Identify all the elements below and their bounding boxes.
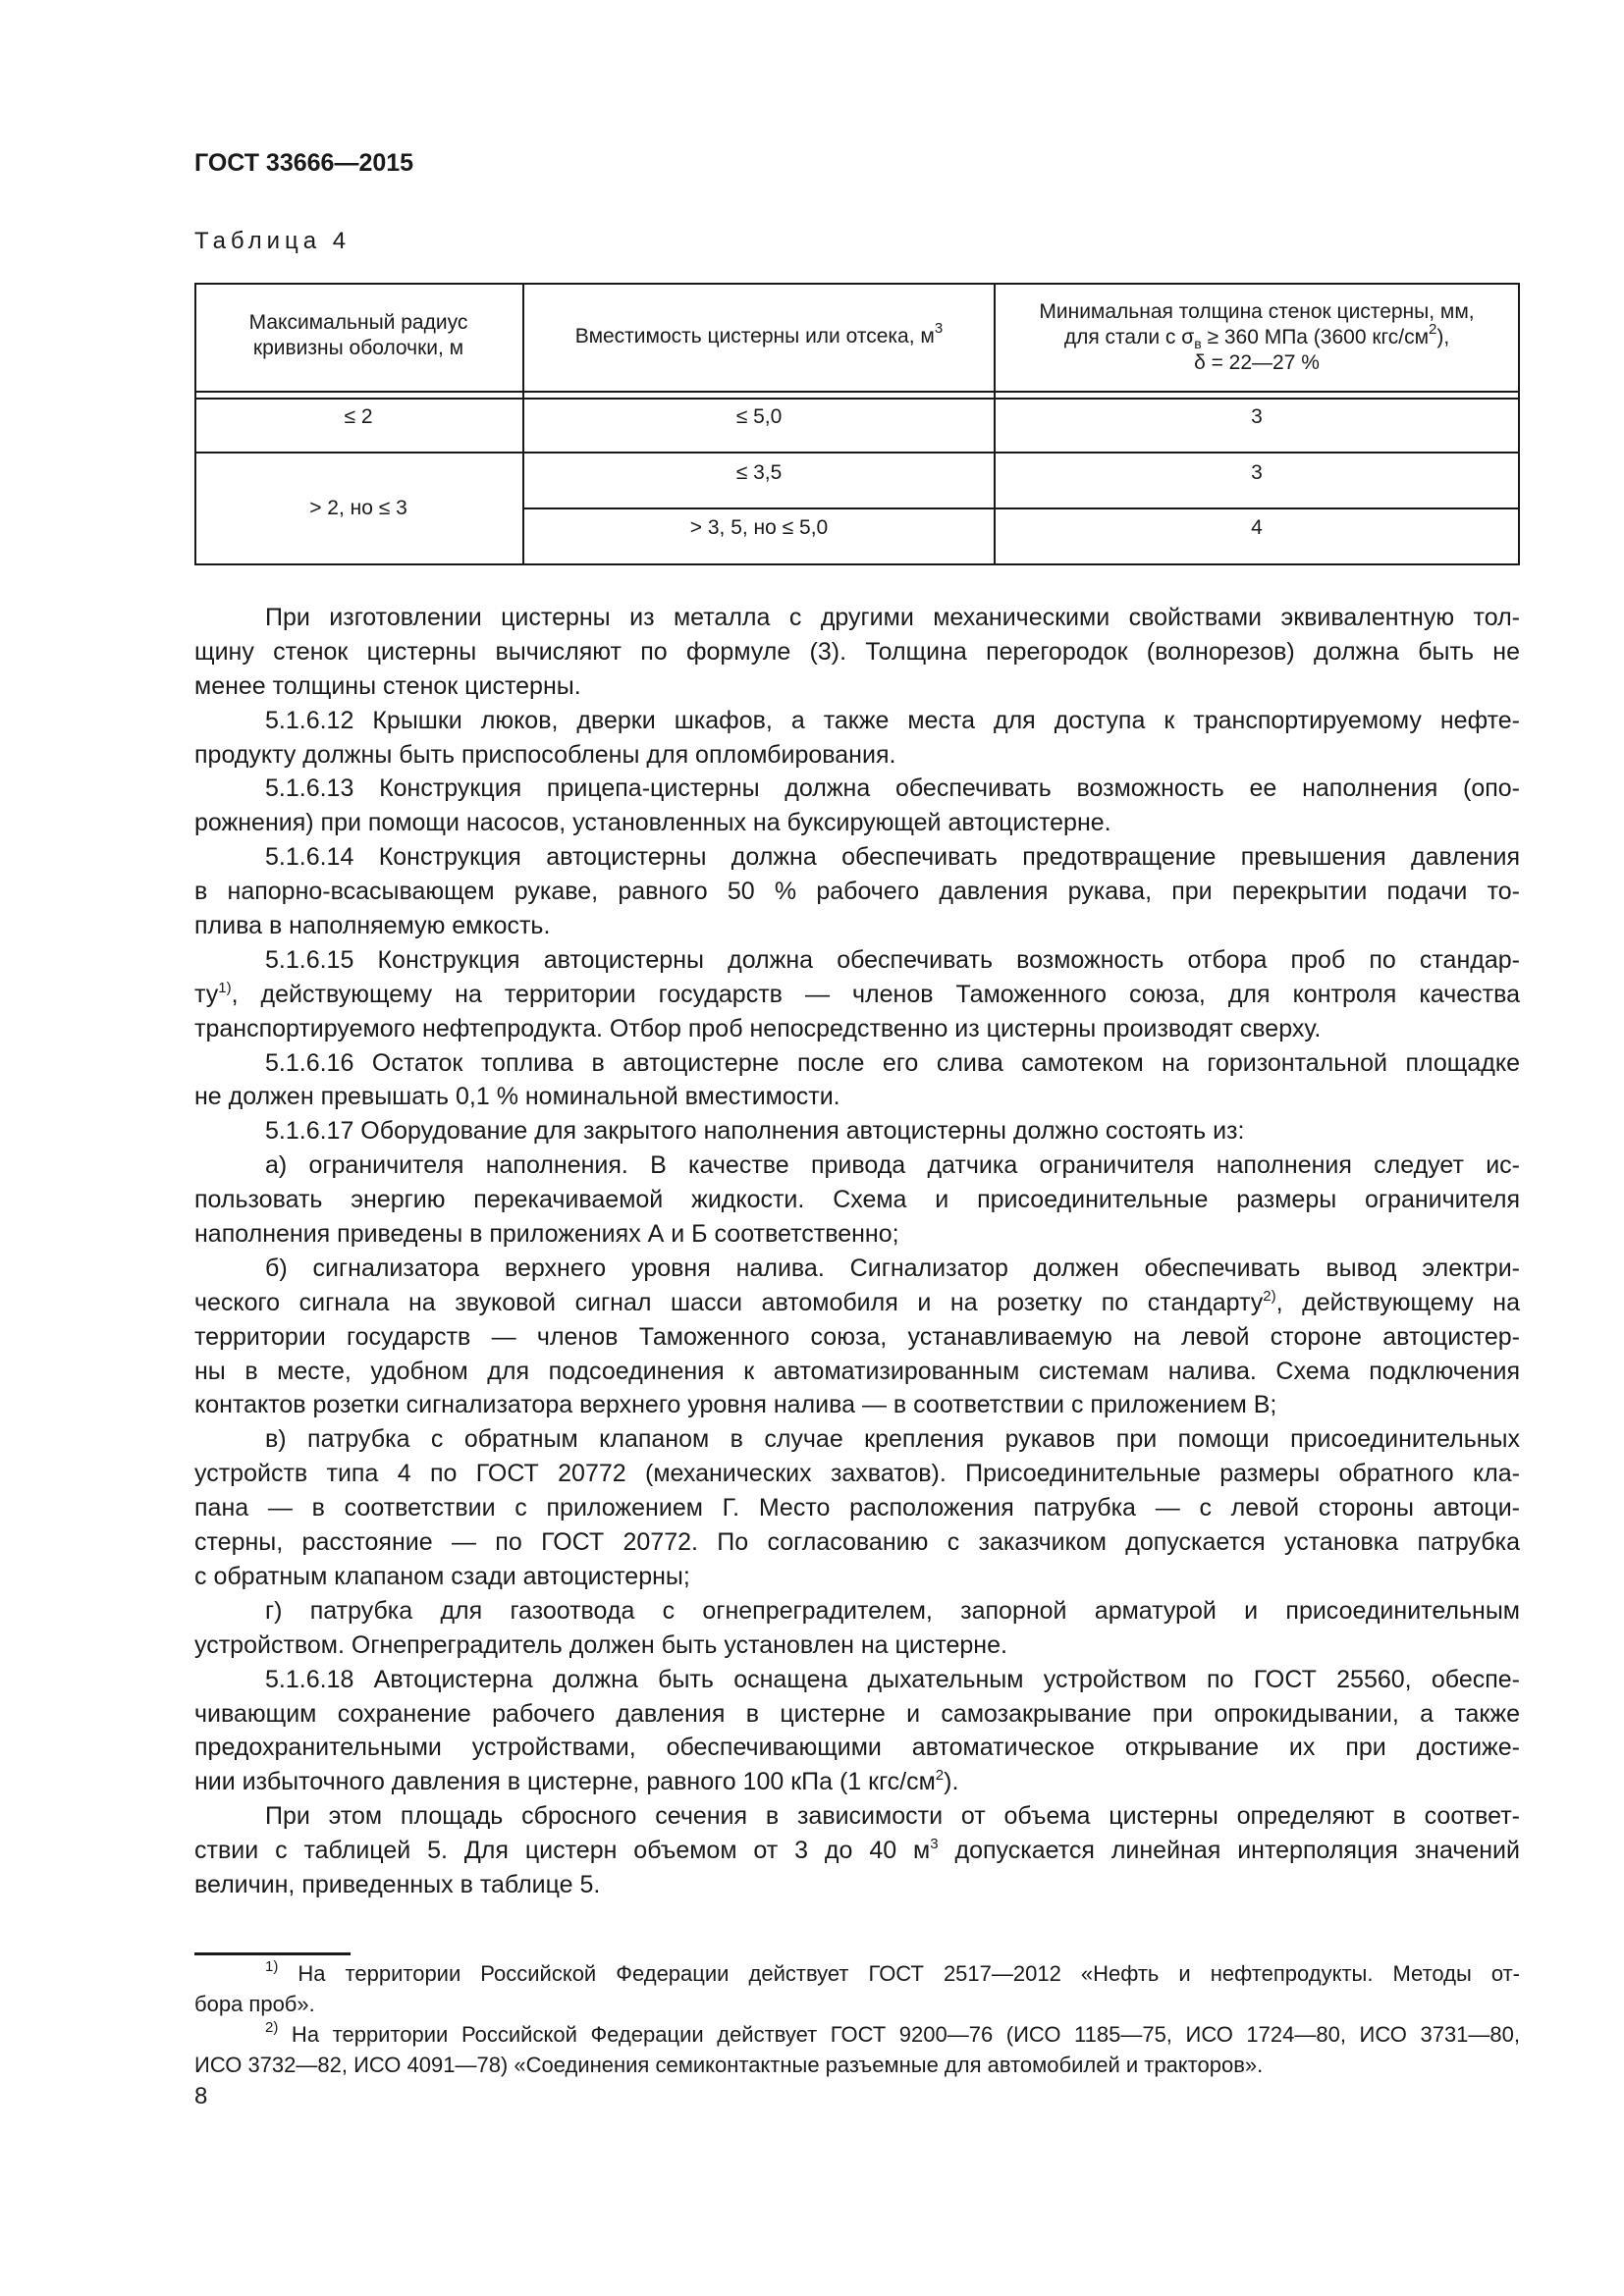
table-4 xyxy=(194,283,1520,565)
paragraph-line xyxy=(194,806,1520,840)
paragraph-line xyxy=(194,978,1520,1012)
header-capacity-text: Вместимость цистерны или отсека, м xyxy=(574,325,935,347)
header-radius-line: Максимальный радиус xyxy=(248,311,468,334)
text: пана — в соответствии с приложением Г. Место расположения патрубка — с левой стороны автоци- xyxy=(194,1494,1520,1522)
paragraph-line xyxy=(194,1422,1520,1457)
footnote-ref: 2) xyxy=(265,2019,279,2036)
paragraph-line xyxy=(194,1594,1520,1629)
text: контактов розетки сигнализатора верхнего уровня налива — в соответствии с приложением В; xyxy=(194,1391,1277,1419)
paragraph-line xyxy=(194,635,1520,669)
paragraph-line xyxy=(194,1457,1520,1491)
cell-thickness: 3 xyxy=(1251,405,1263,428)
paragraph-line xyxy=(194,1799,1520,1834)
paragraph-line xyxy=(194,601,1520,635)
table-border xyxy=(194,452,1520,454)
table-border xyxy=(194,283,1520,285)
cell-capacity: > 3, 5, но ≤ 5,0 xyxy=(689,516,829,539)
footnote-line xyxy=(194,2050,1520,2080)
text: ). xyxy=(944,1768,959,1796)
text: территории государств — членов Таможенного союза, устанавливаемую на левой стороне автоцистер- xyxy=(194,1322,1520,1351)
paragraph-line xyxy=(194,1491,1520,1525)
cell-capacity: ≤ 3,5 xyxy=(735,461,783,484)
paragraph-line xyxy=(194,772,1520,806)
paragraph-line xyxy=(194,1217,1520,1252)
text: При этом площадь сбросного сечения в зависимости от объема цистерны определяют в соответ- xyxy=(265,1802,1520,1831)
text: стерны, расстояние — по ГОСТ 20772. По согласованию с заказчиком допускается установка патрубка xyxy=(194,1528,1520,1557)
paragraph-line xyxy=(194,1731,1520,1765)
paragraph-line xyxy=(194,943,1520,978)
text: наполнения приведены в приложениях А и Б соответственно; xyxy=(194,1220,899,1249)
text: 5.1.6.14 Конструкция автоцистерны должна обеспечивать предотвращение превышения давления xyxy=(265,843,1520,872)
text: менее толщины стенок цистерны. xyxy=(194,671,581,700)
footnote-line xyxy=(194,1958,1520,1989)
text: а) ограничителя наполнения. В качестве привода датчика ограничителя наполнения следует ис- xyxy=(265,1151,1520,1180)
paragraph-line xyxy=(194,1834,1520,1868)
text: ны в месте, удобном для подсоединения к автоматизированным системам налива. Схема подключения xyxy=(194,1357,1520,1385)
paragraph-line xyxy=(194,875,1520,909)
paragraph-line xyxy=(194,1525,1520,1560)
paragraph-line xyxy=(194,1012,1520,1046)
paragraph-line xyxy=(194,704,1520,738)
header-capacity-sup: 3 xyxy=(934,320,944,337)
document-code: ГОСТ 33666—2015 xyxy=(194,149,414,177)
text: На территории Российской Федерации действует ГОСТ 2517—2012 «Нефть и нефтепродукты. Методы от- xyxy=(278,1961,1520,1986)
text: в) патрубка с обратным клапаном в случае крепления рукавов при помощи присоединительных xyxy=(265,1425,1520,1454)
text: 5.1.6.15 Конструкция автоцистерны должна обеспечивать возможность отбора проб по стандар- xyxy=(265,945,1520,974)
text: 5.1.6.18 Автоцистерна должна быть оснащена дыхательным устройством по ГОСТ 25560, обеспе- xyxy=(265,1665,1520,1693)
text: для стали с σ xyxy=(1063,326,1195,348)
header-thickness xyxy=(996,299,1518,376)
footnote-line xyxy=(194,2019,1520,2050)
text: не должен превышать 0,1 % номинальной вместимости. xyxy=(194,1083,840,1111)
footnotes xyxy=(194,1958,1520,2080)
paragraph-line xyxy=(194,1355,1520,1389)
paragraph-line xyxy=(194,1148,1520,1183)
header-radius xyxy=(194,310,522,361)
header-thickness-line2 xyxy=(1063,321,1450,352)
footnote-line xyxy=(194,1989,1520,2019)
text: 5.1.6.13 Конструкция прицепа-цистерны должна обеспечивать возможность ее наполнения (опо- xyxy=(265,774,1520,803)
paragraph-line xyxy=(194,909,1520,943)
cell-thickness: 3 xyxy=(1251,461,1263,484)
text: 5.1.6.12 Крышки люков, дверки шкафов, а также места для доступа к транспортируемому нефте- xyxy=(265,706,1520,734)
paragraph-line xyxy=(194,1252,1520,1286)
text: ствии с таблицей 5. Для цистерн объемом от 3 до 40 м xyxy=(194,1837,931,1865)
paragraph-line xyxy=(194,1046,1520,1081)
text: допускается линейная интерполяция значений xyxy=(938,1837,1520,1865)
text: 5.1.6.16 Остаток топлива в автоцистерне после его слива самотеком на горизонтальной площадке xyxy=(265,1048,1520,1077)
text: устройств типа 4 по ГОСТ 20772 (механических захватов). Присоединительные размеры обратного кла- xyxy=(194,1460,1520,1488)
cell-capacity: ≤ 5,0 xyxy=(735,405,783,428)
footnote-ref: 1) xyxy=(265,1958,279,1975)
paragraph-line xyxy=(194,1868,1520,1902)
body-text xyxy=(194,601,1520,1902)
paragraph-line xyxy=(194,1388,1520,1422)
footnote-ref: 1) xyxy=(218,979,232,996)
text: При изготовлении цистерны из металла с другими механическими свойствами эквивалентную тол- xyxy=(265,604,1520,631)
paragraph-line xyxy=(194,1663,1520,1697)
page-number: 8 xyxy=(194,2083,208,2109)
paragraph-line xyxy=(194,1114,1520,1148)
paragraph-line xyxy=(194,1560,1520,1594)
paragraph-line xyxy=(194,1697,1520,1732)
text: предохранительными устройствами, обеспечивающими автоматическое открывание их при достиже- xyxy=(194,1734,1520,1762)
text: с обратным клапаном сзади автоцистерны; xyxy=(194,1562,690,1590)
text: плива в наполняемую емкость. xyxy=(194,912,551,940)
table-border xyxy=(522,507,1520,509)
paragraph-line xyxy=(194,840,1520,875)
subscript: в xyxy=(1194,336,1202,352)
cell-radius: > 2, но ≤ 3 xyxy=(309,497,407,519)
footnote-ref: 3 xyxy=(930,1836,939,1853)
paragraph-line xyxy=(194,1183,1520,1217)
text: г) патрубка для газоотвода с огнепреградителем, запорной арматурой и присоединительным xyxy=(265,1596,1520,1625)
header-capacity xyxy=(524,320,994,349)
text: ), xyxy=(1436,326,1450,348)
text: транспортируемого нефтепродукта. Отбор проб непосредственно из цистерны производят сверху. xyxy=(194,1014,1322,1042)
table-border xyxy=(194,398,1520,400)
table-border xyxy=(1518,283,1520,565)
footnote-ref: 2) xyxy=(1263,1287,1276,1305)
text: чивающим сохранение рабочего давления в цистерне и самозакрывание при опрокидывании, а также xyxy=(194,1699,1520,1728)
header-thickness-line3: δ = 22—27 % xyxy=(1194,351,1320,374)
text: продукту должны быть приспособлены для опломбирования. xyxy=(194,740,896,769)
header-radius-line: кривизны оболочки, м xyxy=(252,337,464,359)
table-border xyxy=(194,563,1520,565)
text: ту xyxy=(194,980,219,1008)
table-caption: Таблица 4 xyxy=(194,228,352,254)
paragraph-line xyxy=(194,738,1520,773)
text: , действующему на территории государств — членов Таможенного союза, для контроля качества xyxy=(231,980,1520,1008)
superscript: 2 xyxy=(1429,321,1437,338)
text: в напорно-всасывающем рукаве, равного 50 % рабочего давления рукава, при перекрытии подачи то- xyxy=(194,878,1520,906)
text: На территории Российской Федерации действует ГОСТ 9200—76 (ИСО 1185—75, ИСО 1724—80, ИСО 3731—80, xyxy=(278,2022,1520,2047)
table-border xyxy=(194,391,1520,393)
text: устройством. Огнепреградитель должен быть установлен на цистерне. xyxy=(194,1630,1007,1659)
text: ИСО 3732—82, ИСО 4091—78) «Соединения семиконтактные разъемные для автомобилей и тракторов». xyxy=(194,2053,1264,2077)
cell-radius: ≤ 2 xyxy=(344,405,373,428)
paragraph-line xyxy=(194,1286,1520,1320)
text: бора проб». xyxy=(194,1992,315,2016)
text: б) сигнализатора верхнего уровня налива. Сигнализатор должен обеспечивать вывод электри- xyxy=(265,1254,1520,1282)
footnote-separator xyxy=(194,1952,351,1955)
cell-thickness: 4 xyxy=(1251,516,1263,539)
text: рожнения) при помощи насосов, установленных на буксирующей автоцистерне. xyxy=(194,809,1111,837)
text: ческого сигнала на звуковой сигнал шасси автомобиля и на розетку по стандарту xyxy=(194,1288,1264,1316)
paragraph-line xyxy=(194,669,1520,704)
text: щину стенок цистерны вычисляют по формуле (3). Толщина перегородок (волнорезов) должна быть не xyxy=(194,637,1520,666)
paragraph-line xyxy=(194,1629,1520,1663)
text: , действующему на xyxy=(1275,1288,1520,1316)
text: 5.1.6.17 Оборудование для закрытого наполнения автоцистерны должно состоять из: xyxy=(265,1117,1245,1146)
text: ≥ 360 МПа (3600 кгс/см xyxy=(1201,326,1430,348)
header-thickness-line1: Минимальная толщина стенок цистерны, мм, xyxy=(1039,300,1475,323)
text: нии избыточного давления в цистерне, равного 100 кПа (1 кгс/см xyxy=(194,1768,936,1796)
paragraph-line xyxy=(194,1080,1520,1114)
text: пользовать энергию перекачиваемой жидкости. Схема и присоединительные размеры ограничителя xyxy=(194,1186,1520,1214)
text: величин, приведенных в таблице 5. xyxy=(194,1870,601,1898)
paragraph-line xyxy=(194,1765,1520,1799)
footnote-ref: 2 xyxy=(935,1767,945,1785)
paragraph-line xyxy=(194,1320,1520,1355)
